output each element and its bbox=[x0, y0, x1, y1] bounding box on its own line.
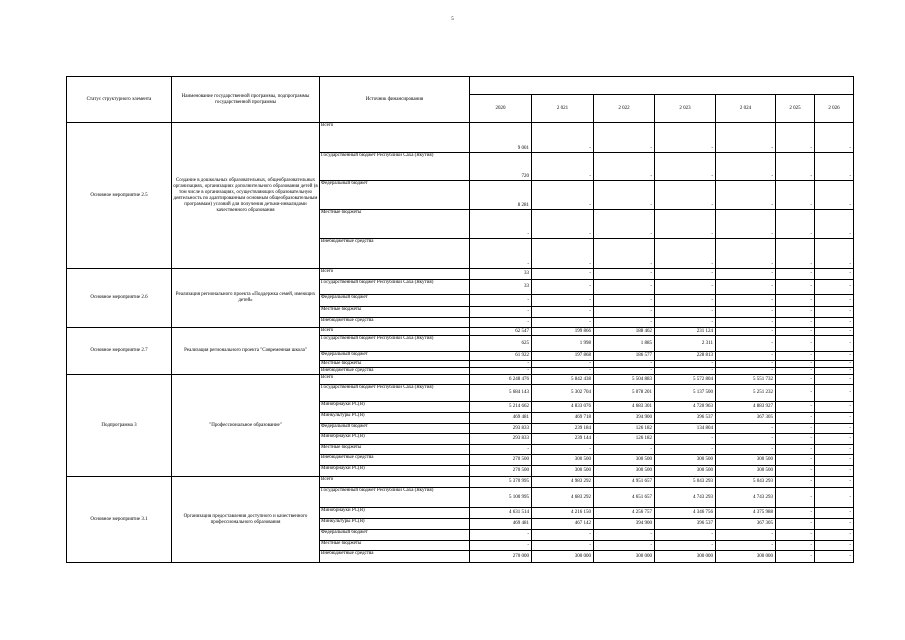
block-status: Основное мероприятие 2.7 bbox=[67, 328, 172, 375]
value-cell: 5 684 143 bbox=[470, 385, 532, 402]
source-cell: Минобрнауки РС(Я) bbox=[320, 402, 470, 413]
value-cell: 5 251 232 bbox=[716, 385, 776, 402]
value-cell: - bbox=[815, 336, 854, 352]
value-cell: - bbox=[532, 181, 594, 210]
value-cell: - bbox=[716, 352, 776, 361]
value-cell: 4 631 514 bbox=[470, 508, 532, 519]
value-cell: 5 137 500 bbox=[655, 385, 716, 402]
value-cell: - bbox=[655, 153, 716, 181]
value-cell: - bbox=[776, 413, 815, 424]
source-cell: Государственный бюджет Республики Саха (Якутия) bbox=[320, 385, 470, 402]
block-name: Реализация регионального проекта "Современная школа" bbox=[172, 328, 320, 375]
value-cell: - bbox=[776, 466, 815, 477]
value-cell: - bbox=[716, 181, 776, 210]
value-cell: - bbox=[594, 307, 655, 318]
value-cell: - bbox=[776, 361, 815, 368]
value-cell: 1 998 bbox=[532, 336, 594, 352]
value-cell: 188 462 bbox=[594, 328, 655, 336]
value-cell: 5 078 201 bbox=[594, 385, 655, 402]
value-cell: - bbox=[532, 361, 594, 368]
value-cell: 4 346 756 bbox=[655, 508, 716, 519]
value-cell: - bbox=[594, 280, 655, 295]
value-cell: 9 001 bbox=[470, 123, 532, 153]
value-cell: - bbox=[532, 541, 594, 551]
block-status: Основное мероприятие 2.5 bbox=[67, 123, 172, 269]
value-cell: 2 311 bbox=[655, 336, 716, 352]
value-cell: 300 500 bbox=[655, 455, 716, 466]
table-row bbox=[67, 375, 854, 385]
source-cell: Внебюджетные средства bbox=[320, 318, 470, 328]
value-cell: - bbox=[815, 352, 854, 361]
value-cell: 4 720 963 bbox=[655, 402, 716, 413]
value-cell: 4 951 657 bbox=[594, 477, 655, 488]
value-cell: - bbox=[776, 307, 815, 318]
value-cell: 293 833 bbox=[470, 434, 532, 445]
source-cell: Местные бюджеты bbox=[320, 445, 470, 455]
page-number: 5 bbox=[451, 17, 454, 22]
source-cell: Государственный бюджет Республики Саха (Якутия) bbox=[320, 336, 470, 352]
table-row bbox=[67, 477, 854, 488]
value-cell: - bbox=[470, 541, 532, 551]
value-cell: - bbox=[815, 455, 854, 466]
value-cell: 5 100 995 bbox=[470, 488, 532, 508]
value-cell: - bbox=[776, 280, 815, 295]
value-cell: - bbox=[716, 153, 776, 181]
value-cell: - bbox=[532, 295, 594, 307]
source-cell: Внебюджетные средства bbox=[320, 455, 470, 466]
value-cell: - bbox=[815, 541, 854, 551]
value-cell: - bbox=[815, 239, 854, 269]
source-cell: Местные бюджеты bbox=[320, 307, 470, 318]
value-cell: - bbox=[594, 153, 655, 181]
value-cell: - bbox=[532, 280, 594, 295]
value-cell: - bbox=[594, 361, 655, 368]
value-cell: 5 572 804 bbox=[655, 375, 716, 385]
header-year: 2 024 bbox=[716, 95, 776, 123]
value-cell: - bbox=[776, 385, 815, 402]
value-cell: - bbox=[594, 123, 655, 153]
value-cell: - bbox=[776, 508, 815, 519]
source-cell: Местные бюджеты bbox=[320, 541, 470, 551]
block-name: "Профессиональное образование" bbox=[172, 375, 320, 477]
source-cell: Федеральный бюджет bbox=[320, 530, 470, 541]
header-name: Наименование государственной программы, подпрограммы государственной программы bbox=[172, 77, 320, 123]
value-cell: 5 551 732 bbox=[716, 375, 776, 385]
value-cell: - bbox=[776, 424, 815, 434]
value-cell: - bbox=[532, 123, 594, 153]
value-cell: - bbox=[776, 269, 815, 280]
value-cell: - bbox=[594, 368, 655, 375]
value-cell: - bbox=[716, 307, 776, 318]
value-cell: 228 813 bbox=[655, 352, 716, 361]
value-cell: - bbox=[594, 541, 655, 551]
value-cell: - bbox=[815, 375, 854, 385]
value-cell: 4 683 301 bbox=[594, 402, 655, 413]
block-name: Создание в дошкольных образовательных, общеобразовательных организациях, организациях дополнительного образования детей (в том числе в организациях, осуществляющих образовательную деятельность по адаптированным основным общеобразовательным программам) условий для получения детьми-инвалидами качественного образования bbox=[172, 123, 320, 269]
value-cell: 5 214 662 bbox=[470, 402, 532, 413]
value-cell: - bbox=[716, 123, 776, 153]
source-cell: Федеральный бюджет bbox=[320, 352, 470, 361]
header-year: 2 023 bbox=[655, 95, 716, 123]
value-cell: 394 900 bbox=[594, 413, 655, 424]
value-cell: 239 184 bbox=[532, 424, 594, 434]
value-cell: - bbox=[776, 181, 815, 210]
source-cell: Федеральный бюджет bbox=[320, 181, 470, 210]
value-cell: 300 500 bbox=[716, 455, 776, 466]
source-cell: Федеральный бюджет bbox=[320, 424, 470, 434]
value-cell: - bbox=[655, 434, 716, 445]
value-cell: 4 743 293 bbox=[716, 488, 776, 508]
value-cell: 467 142 bbox=[532, 519, 594, 530]
source-cell: Внебюджетные средства bbox=[320, 239, 470, 269]
header-year: 2 026 bbox=[815, 95, 854, 123]
value-cell: 61 922 bbox=[470, 352, 532, 361]
value-cell: - bbox=[815, 466, 854, 477]
value-cell: - bbox=[776, 318, 815, 328]
value-cell: - bbox=[716, 530, 776, 541]
value-cell: - bbox=[716, 269, 776, 280]
value-cell: 186 577 bbox=[594, 352, 655, 361]
value-cell: - bbox=[655, 368, 716, 375]
value-cell: 5 302 704 bbox=[532, 385, 594, 402]
value-cell: - bbox=[815, 295, 854, 307]
value-cell: 4 983 292 bbox=[532, 477, 594, 488]
value-cell: - bbox=[815, 413, 854, 424]
value-cell: - bbox=[776, 455, 815, 466]
source-cell: Местные бюджеты bbox=[320, 361, 470, 368]
value-cell: 4 216 150 bbox=[532, 508, 594, 519]
value-cell: - bbox=[815, 269, 854, 280]
value-cell: - bbox=[716, 295, 776, 307]
value-cell: - bbox=[776, 328, 815, 336]
value-cell: - bbox=[594, 530, 655, 541]
value-cell: - bbox=[470, 295, 532, 307]
source-cell: Всего bbox=[320, 269, 470, 280]
value-cell: - bbox=[815, 477, 854, 488]
value-cell: - bbox=[776, 336, 815, 352]
value-cell: - bbox=[655, 318, 716, 328]
value-cell: - bbox=[470, 307, 532, 318]
value-cell: 5 043 293 bbox=[716, 477, 776, 488]
value-cell: - bbox=[776, 295, 815, 307]
value-cell: 1 885 bbox=[594, 336, 655, 352]
header-status: Статус структурного элемента bbox=[67, 77, 172, 123]
value-cell: - bbox=[532, 368, 594, 375]
value-cell: - bbox=[470, 239, 532, 269]
value-cell: - bbox=[815, 153, 854, 181]
source-cell: Всего bbox=[320, 375, 470, 385]
value-cell: - bbox=[815, 318, 854, 328]
table-row bbox=[67, 123, 854, 153]
value-cell: - bbox=[532, 210, 594, 239]
value-cell: - bbox=[716, 368, 776, 375]
value-cell: 4 743 293 bbox=[655, 488, 716, 508]
value-cell: - bbox=[776, 477, 815, 488]
value-cell: - bbox=[815, 181, 854, 210]
value-cell: - bbox=[716, 239, 776, 269]
block-status: Подпрограмма 3 bbox=[67, 375, 172, 477]
value-cell: - bbox=[594, 181, 655, 210]
value-cell: - bbox=[716, 424, 776, 434]
value-cell: - bbox=[470, 210, 532, 239]
value-cell: - bbox=[776, 488, 815, 508]
value-cell: - bbox=[532, 153, 594, 181]
source-cell: Минобрнауки РС(Я) bbox=[320, 434, 470, 445]
value-cell: 293 833 bbox=[470, 424, 532, 434]
value-cell: - bbox=[655, 123, 716, 153]
value-cell: - bbox=[716, 445, 776, 455]
value-cell: - bbox=[716, 318, 776, 328]
value-cell: - bbox=[655, 307, 716, 318]
value-cell: - bbox=[716, 434, 776, 445]
value-cell: - bbox=[594, 210, 655, 239]
value-cell: 239 144 bbox=[532, 434, 594, 445]
value-cell: - bbox=[655, 210, 716, 239]
value-cell: - bbox=[655, 541, 716, 551]
source-cell: Местные бюджеты bbox=[320, 210, 470, 239]
value-cell: - bbox=[815, 551, 854, 563]
value-cell: - bbox=[594, 445, 655, 455]
value-cell: - bbox=[776, 123, 815, 153]
value-cell: - bbox=[815, 488, 854, 508]
value-cell: - bbox=[655, 181, 716, 210]
value-cell: 5 504 883 bbox=[594, 375, 655, 385]
value-cell: - bbox=[655, 239, 716, 269]
value-cell: 4 833 076 bbox=[532, 402, 594, 413]
value-cell: 300 500 bbox=[532, 455, 594, 466]
value-cell: 367 305 bbox=[716, 519, 776, 530]
value-cell: - bbox=[776, 402, 815, 413]
value-cell: 270 000 bbox=[470, 551, 532, 563]
value-cell: 396 537 bbox=[655, 519, 716, 530]
value-cell: - bbox=[532, 269, 594, 280]
value-cell: - bbox=[716, 280, 776, 295]
value-cell: 300 500 bbox=[594, 455, 655, 466]
value-cell: - bbox=[594, 295, 655, 307]
value-cell: 469 481 bbox=[470, 519, 532, 530]
source-cell: Всего bbox=[320, 328, 470, 336]
value-cell: 4 883 927 bbox=[716, 402, 776, 413]
source-cell: Всего bbox=[320, 477, 470, 488]
value-cell: 625 bbox=[470, 336, 532, 352]
value-cell: - bbox=[716, 361, 776, 368]
value-cell: - bbox=[815, 530, 854, 541]
value-cell: - bbox=[815, 385, 854, 402]
block-status: Основное мероприятие 2.6 bbox=[67, 269, 172, 328]
value-cell: - bbox=[815, 328, 854, 336]
value-cell: - bbox=[815, 210, 854, 239]
value-cell: - bbox=[776, 445, 815, 455]
value-cell: 300 000 bbox=[716, 551, 776, 563]
value-cell: 199 866 bbox=[532, 328, 594, 336]
value-cell: 396 537 bbox=[655, 413, 716, 424]
source-cell: Минобрнауки РС(Я) bbox=[320, 466, 470, 477]
value-cell: 270 500 bbox=[470, 466, 532, 477]
header-years-group bbox=[470, 77, 854, 95]
value-cell: - bbox=[532, 307, 594, 318]
value-cell: - bbox=[470, 445, 532, 455]
source-cell: Внебюджетные средства bbox=[320, 551, 470, 563]
value-cell: - bbox=[815, 445, 854, 455]
value-cell: - bbox=[815, 519, 854, 530]
value-cell: 300 500 bbox=[532, 466, 594, 477]
source-cell: Минкультуры РС(Я) bbox=[320, 413, 470, 424]
value-cell: 33 bbox=[470, 269, 532, 280]
header-year: 2 021 bbox=[532, 95, 594, 123]
value-cell: - bbox=[815, 508, 854, 519]
value-cell: - bbox=[776, 541, 815, 551]
value-cell: 300 000 bbox=[532, 551, 594, 563]
value-cell: - bbox=[470, 368, 532, 375]
source-cell: Государственный бюджет Республики Саха (Якутия) bbox=[320, 280, 470, 295]
value-cell: - bbox=[470, 318, 532, 328]
financing-table bbox=[66, 76, 854, 563]
value-cell: 4 375 988 bbox=[716, 508, 776, 519]
block-name: Реализация регионального проекта «Поддержка семей, имеющих детей» bbox=[172, 269, 320, 328]
table-row bbox=[67, 269, 854, 280]
value-cell: - bbox=[815, 434, 854, 445]
value-cell: - bbox=[776, 434, 815, 445]
value-cell: - bbox=[716, 541, 776, 551]
source-cell: Минобрнауки РС(Я) bbox=[320, 508, 470, 519]
source-cell: Государственный бюджет Республики Саха (Якутия) bbox=[320, 488, 470, 508]
header-year: 2020 bbox=[470, 95, 532, 123]
value-cell: - bbox=[776, 352, 815, 361]
value-cell: 33 bbox=[470, 280, 532, 295]
table-row bbox=[67, 328, 854, 336]
value-cell: 300 500 bbox=[655, 466, 716, 477]
header-year: 2 025 bbox=[776, 95, 815, 123]
value-cell: - bbox=[716, 328, 776, 336]
value-cell: - bbox=[655, 269, 716, 280]
value-cell: 394 900 bbox=[594, 519, 655, 530]
value-cell: 300 500 bbox=[716, 466, 776, 477]
value-cell: - bbox=[532, 318, 594, 328]
value-cell: - bbox=[594, 239, 655, 269]
header-year: 2 022 bbox=[594, 95, 655, 123]
value-cell: - bbox=[655, 445, 716, 455]
value-cell: 8 281 bbox=[470, 181, 532, 210]
value-cell: 134 804 bbox=[655, 424, 716, 434]
source-cell: Внебюджетные средства bbox=[320, 368, 470, 375]
source-cell: Всего bbox=[320, 123, 470, 153]
value-cell: 5 370 995 bbox=[470, 477, 532, 488]
value-cell: - bbox=[776, 375, 815, 385]
header-source: Источник финансирования bbox=[320, 77, 470, 123]
value-cell: 367 305 bbox=[716, 413, 776, 424]
value-cell: - bbox=[776, 210, 815, 239]
value-cell: 197 868 bbox=[532, 352, 594, 361]
value-cell: 5 043 293 bbox=[655, 477, 716, 488]
value-cell: - bbox=[776, 239, 815, 269]
value-cell: - bbox=[815, 307, 854, 318]
value-cell: 469 481 bbox=[470, 413, 532, 424]
value-cell: 4 683 292 bbox=[532, 488, 594, 508]
block-name: Организация предоставления доступного и качественного профессионального образования bbox=[172, 477, 320, 563]
value-cell: 126 182 bbox=[594, 424, 655, 434]
value-cell: 270 500 bbox=[470, 455, 532, 466]
source-cell: Минкультуры РС(Я) bbox=[320, 519, 470, 530]
source-cell: Государственный бюджет Республики Саха (Якутия) bbox=[320, 153, 470, 181]
value-cell: - bbox=[815, 123, 854, 153]
value-cell: 720 bbox=[470, 153, 532, 181]
value-cell: 4 256 757 bbox=[594, 508, 655, 519]
value-cell: - bbox=[716, 336, 776, 352]
value-cell: 300 000 bbox=[594, 551, 655, 563]
value-cell: - bbox=[815, 280, 854, 295]
value-cell: - bbox=[532, 530, 594, 541]
value-cell: - bbox=[655, 530, 716, 541]
value-cell: 4 651 657 bbox=[594, 488, 655, 508]
value-cell: - bbox=[776, 153, 815, 181]
value-cell: - bbox=[815, 424, 854, 434]
value-cell: 231 124 bbox=[655, 328, 716, 336]
value-cell: - bbox=[470, 361, 532, 368]
value-cell: - bbox=[815, 361, 854, 368]
block-status: Основное мероприятие 3.1 bbox=[67, 477, 172, 563]
value-cell: 6 248 476 bbox=[470, 375, 532, 385]
value-cell: - bbox=[594, 318, 655, 328]
value-cell: - bbox=[716, 210, 776, 239]
value-cell: - bbox=[532, 239, 594, 269]
value-cell: - bbox=[655, 361, 716, 368]
value-cell: - bbox=[655, 280, 716, 295]
value-cell: - bbox=[776, 368, 815, 375]
value-cell: 62 547 bbox=[470, 328, 532, 336]
value-cell: - bbox=[776, 530, 815, 541]
value-cell: 126 182 bbox=[594, 434, 655, 445]
value-cell: 469 718 bbox=[532, 413, 594, 424]
value-cell: 300 000 bbox=[655, 551, 716, 563]
value-cell: 300 500 bbox=[594, 466, 655, 477]
value-cell: - bbox=[594, 269, 655, 280]
value-cell: - bbox=[470, 530, 532, 541]
source-cell: Федеральный бюджет bbox=[320, 295, 470, 307]
value-cell: - bbox=[815, 368, 854, 375]
value-cell: 5 842 438 bbox=[532, 375, 594, 385]
value-cell: - bbox=[776, 551, 815, 563]
value-cell: - bbox=[655, 295, 716, 307]
value-cell: - bbox=[532, 445, 594, 455]
value-cell: - bbox=[776, 519, 815, 530]
value-cell: - bbox=[815, 402, 854, 413]
